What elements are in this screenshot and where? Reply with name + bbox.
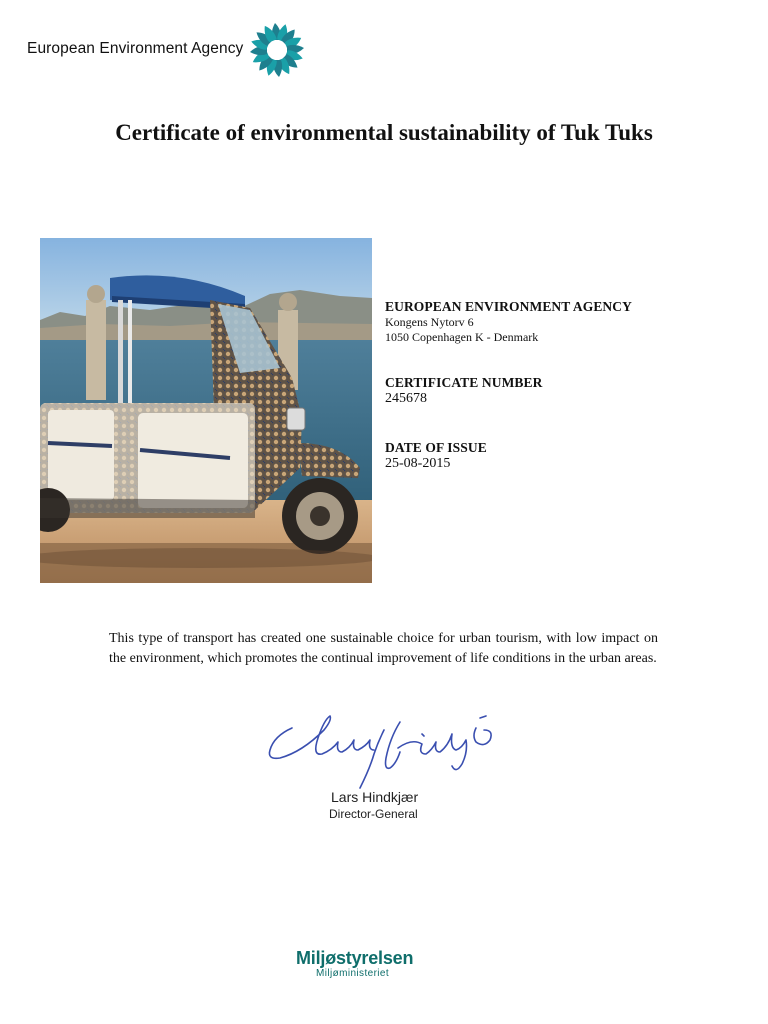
header — [27, 20, 317, 78]
signer-name: Lars Hindkjær — [331, 789, 419, 805]
issuer-address-line2: 1050 Copenhagen K - Denmark — [385, 329, 539, 344]
date-of-issue-value: 25-08-2015 — [385, 456, 451, 471]
date-of-issue-block — [385, 440, 487, 472]
ministry-subtitle: Miljøministeriet — [316, 968, 390, 979]
eea-sun-logo-icon — [249, 22, 305, 78]
date-of-issue-label: DATE OF ISSUE — [385, 440, 487, 455]
issuer-block — [385, 299, 715, 344]
ministry-name: Miljøstyrelsen — [296, 948, 414, 968]
signer-title: Director-General — [329, 807, 418, 821]
agency-name: European Environment Agency — [27, 40, 244, 57]
certificate-statement: This type of transport has created one sustainable choice for urban tourism, with low impact on the environment, which promotes the continual improvement of life conditions in the urban areas. — [109, 631, 658, 666]
certificate-number-label: CERTIFICATE NUMBER — [385, 375, 543, 390]
tuk-tuk-photo — [40, 238, 372, 583]
certificate-number-value: 245678 — [385, 391, 427, 406]
ministry-logo — [296, 948, 476, 980]
certificate-number-block — [385, 375, 542, 407]
handwritten-signature — [262, 708, 507, 793]
page-title: Certificate of environmental sustainability of Tuk Tuks — [115, 120, 653, 145]
issuer-heading: EUROPEAN ENVIRONMENT AGENCY — [385, 299, 632, 314]
issuer-address-line1: Kongens Nytorv 6 — [385, 315, 474, 329]
certificate-info — [385, 299, 715, 471]
